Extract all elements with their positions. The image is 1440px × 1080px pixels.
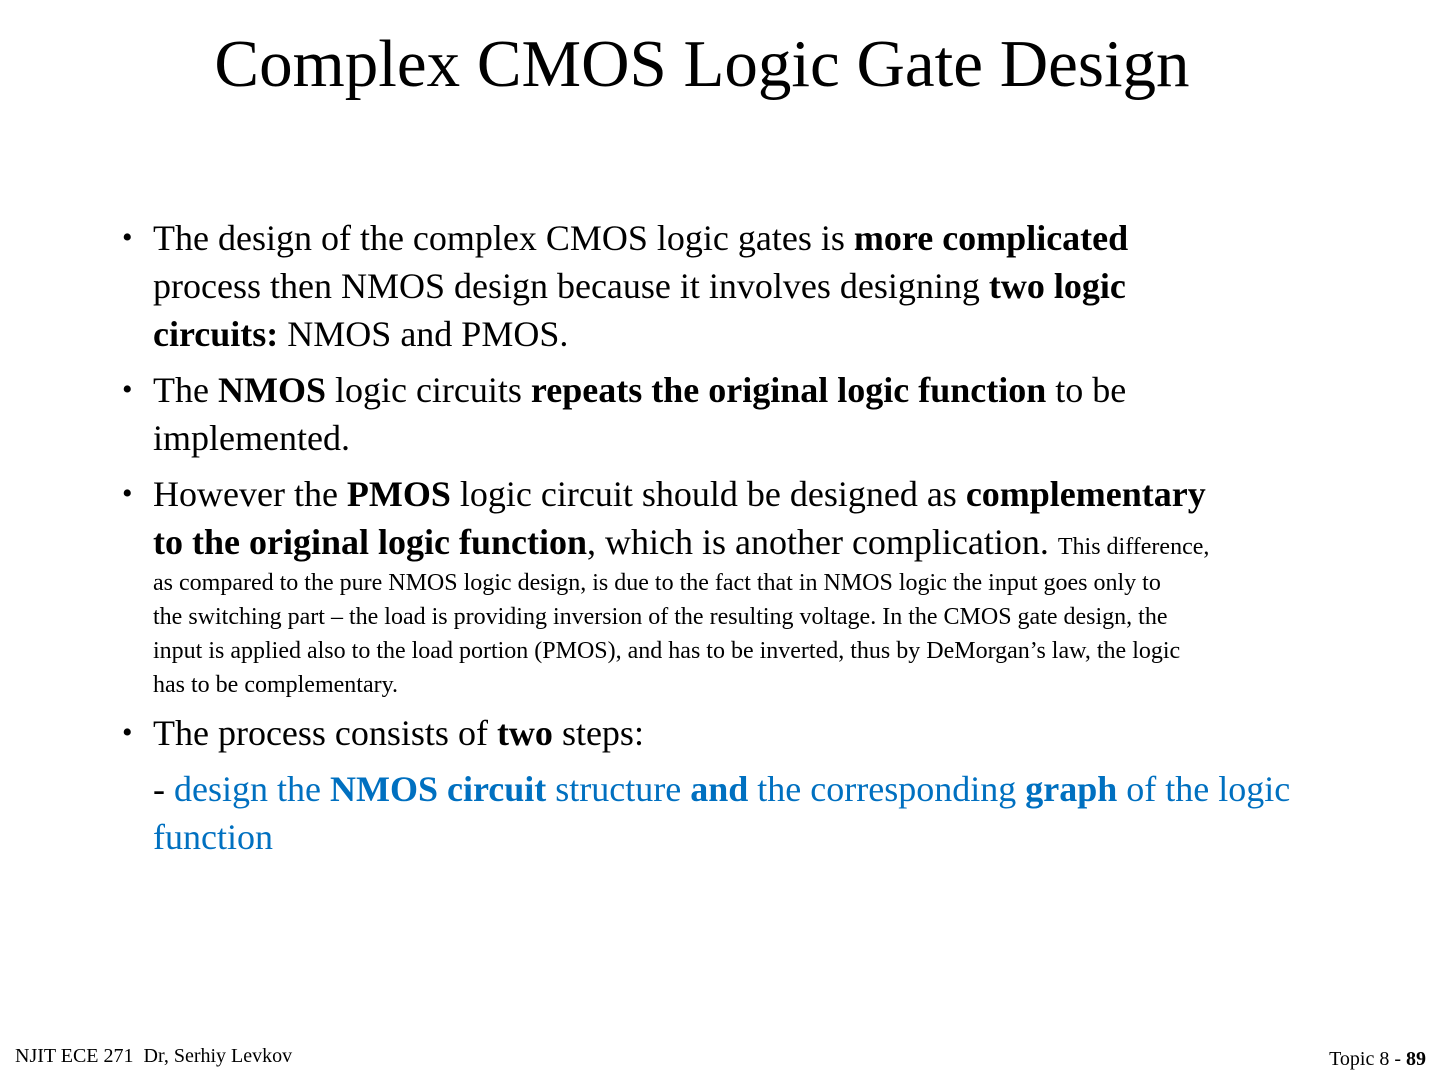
- bullet-text: steps:: [552, 713, 644, 753]
- footer-course-author: NJIT ECE 271 Dr, Serhiy Levkov: [15, 1045, 293, 1067]
- step-emphasis: and: [690, 769, 749, 809]
- bullet-emphasis: NMOS: [217, 370, 326, 410]
- bullet-line: [153, 470, 1368, 518]
- step-text: the corresponding: [748, 769, 1026, 809]
- step-emphasis: NMOS circuit: [329, 769, 547, 809]
- step-emphasis: graph: [1025, 769, 1118, 809]
- bullet-note: This difference,: [1057, 534, 1210, 560]
- bullet-emphasis: to the original logic function: [153, 522, 587, 562]
- footer-topic-label: Topic 8 -: [1329, 1048, 1406, 1070]
- footer-slide-number: [1329, 1046, 1426, 1072]
- bullet-emphasis: more complicated: [853, 218, 1129, 258]
- bullet-text: The process consists of: [153, 713, 497, 753]
- step-dash: -: [153, 769, 174, 809]
- bullet-line: [153, 518, 1368, 566]
- step-text: of the logic function: [153, 769, 1291, 857]
- bullet-marker: •: [122, 221, 133, 254]
- bullet-emphasis: repeats the original logic function: [530, 370, 1047, 410]
- bullet-note: input is applied also to the load portion (PMOS), and has to be inverted, thus by DeMorgan’s law, the logic: [153, 638, 1181, 664]
- bullet-marker: •: [122, 373, 133, 406]
- bullet-text: , which is another complication.: [587, 522, 1049, 562]
- bullet-text: to be implemented.: [153, 370, 1127, 458]
- bullet-emphasis: two: [496, 713, 553, 753]
- step-text: design the: [174, 769, 330, 809]
- page-number: 89: [1406, 1048, 1426, 1070]
- bullet-note: has to be complementary.: [153, 672, 399, 698]
- process-step-1: [153, 765, 1363, 861]
- bullet-text: However the: [153, 474, 347, 514]
- bullet-text: NMOS and PMOS.: [278, 314, 569, 354]
- bullet-item-nmos-logic: [122, 366, 1253, 462]
- slide-title: Complex CMOS Logic Gate Design: [214, 27, 1190, 101]
- bullet-text: process then NMOS design because it involves designing: [153, 266, 989, 306]
- bullet-text: logic circuits: [325, 370, 531, 410]
- bullet-emphasis: two logic circuits:: [153, 266, 1126, 354]
- step-text: structure: [546, 769, 691, 809]
- bullet-emphasis: complementary: [965, 474, 1206, 514]
- bullet-marker: •: [122, 716, 133, 749]
- bullet-item-process-steps: [122, 709, 1253, 757]
- bullet-note: as compared to the pure NMOS logic design, is due to the fact that in NMOS logic the input goes only to: [153, 570, 1161, 596]
- bullet-text: The: [153, 370, 218, 410]
- bullet-emphasis: PMOS: [346, 474, 451, 514]
- bullet-text: logic circuit should be designed as: [450, 474, 966, 514]
- bullet-marker: •: [122, 477, 133, 510]
- bullet-item-pmos-logic: [122, 470, 1368, 702]
- bullet-item-design-complexity: [122, 214, 1253, 358]
- bullet-note: the switching part – the load is providing inversion of the resulting voltage. In the CMOS gate design, the: [153, 604, 1168, 630]
- bullet-text: The design of the complex CMOS logic gates is: [153, 218, 854, 258]
